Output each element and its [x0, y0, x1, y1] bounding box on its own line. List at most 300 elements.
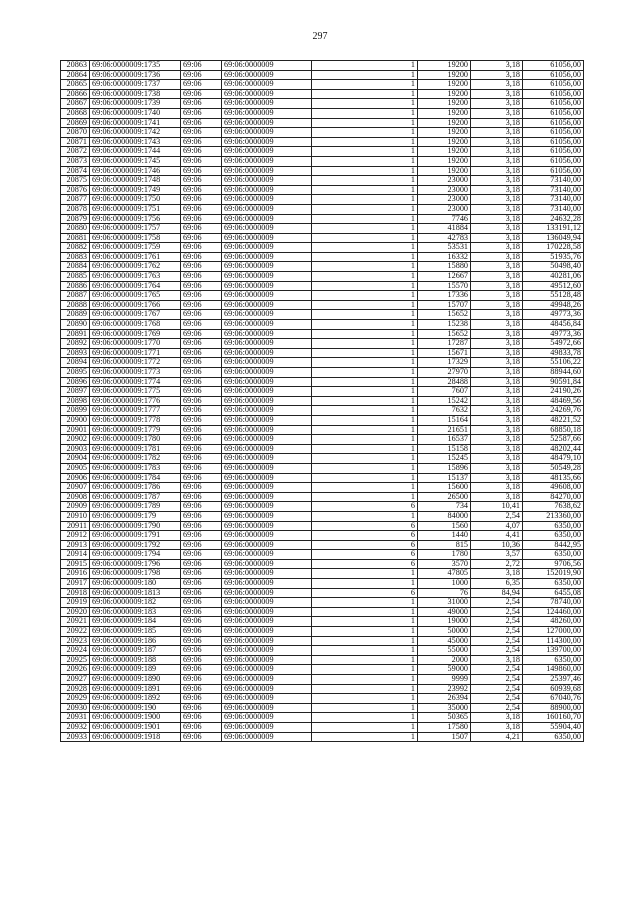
- table-row: [61, 176, 584, 186]
- rate-cell: 4,21: [471, 732, 523, 742]
- cadastral-district-cell: 69:06: [181, 214, 222, 224]
- cadastral-district-cell: 69:06: [181, 617, 222, 627]
- area-cell: 1780: [418, 550, 471, 560]
- cadastral-number-cell: 69:06:0000009:1892: [90, 694, 181, 704]
- rate-cell: 3,18: [471, 61, 523, 71]
- rate-cell: 4,07: [471, 521, 523, 531]
- cadastral-value-cell: 213360,00: [523, 511, 584, 521]
- cadastral-district-cell: 69:06: [181, 646, 222, 656]
- area-cell: 47805: [418, 569, 471, 579]
- cadastral-value-cell: 170228,58: [523, 243, 584, 253]
- row-number-cell: 20880: [61, 224, 90, 234]
- rate-cell: 3,18: [471, 224, 523, 234]
- cadastral-quarter-cell: 69:06:0000009: [222, 70, 312, 80]
- cadastral-quarter-cell: 69:06:0000009: [222, 588, 312, 598]
- cadastral-quarter-cell: 69:06:0000009: [222, 156, 312, 166]
- cadastral-district-cell: 69:06: [181, 368, 222, 378]
- cadastral-value-cell: 60939,68: [523, 684, 584, 694]
- cadastral-quarter-cell: 69:06:0000009: [222, 694, 312, 704]
- cadastral-value-cell: 73140,00: [523, 176, 584, 186]
- type-code-cell: 1: [312, 435, 418, 445]
- row-number-cell: 20912: [61, 531, 90, 541]
- cadastral-district-cell: 69:06: [181, 483, 222, 493]
- area-cell: 1560: [418, 521, 471, 531]
- row-number-cell: 20905: [61, 463, 90, 473]
- cadastral-number-cell: 69:06:0000009:1918: [90, 732, 181, 742]
- row-number-cell: 20888: [61, 300, 90, 310]
- row-number-cell: 20886: [61, 281, 90, 291]
- area-cell: 17287: [418, 339, 471, 349]
- cadastral-value-cell: 48260,00: [523, 617, 584, 627]
- row-number-cell: 20901: [61, 425, 90, 435]
- cadastral-number-cell: 69:06:0000009:1768: [90, 320, 181, 330]
- type-code-cell: 1: [312, 281, 418, 291]
- cadastral-number-cell: 69:06:0000009:1745: [90, 156, 181, 166]
- area-cell: 31000: [418, 598, 471, 608]
- rate-cell: 2,54: [471, 607, 523, 617]
- cadastral-district-cell: 69:06: [181, 339, 222, 349]
- cadastral-quarter-cell: 69:06:0000009: [222, 272, 312, 282]
- cadastral-district-cell: 69:06: [181, 684, 222, 694]
- cadastral-district-cell: 69:06: [181, 473, 222, 483]
- row-number-cell: 20907: [61, 483, 90, 493]
- area-cell: 23000: [418, 195, 471, 205]
- cadastral-district-cell: 69:06: [181, 722, 222, 732]
- cadastral-number-cell: 69:06:0000009:1756: [90, 214, 181, 224]
- cadastral-district-cell: 69:06: [181, 559, 222, 569]
- table-row: [61, 607, 584, 617]
- row-number-cell: 20883: [61, 252, 90, 262]
- row-number-cell: 20879: [61, 214, 90, 224]
- cadastral-value-table: [60, 60, 584, 742]
- area-cell: 15238: [418, 320, 471, 330]
- area-cell: 28488: [418, 377, 471, 387]
- cadastral-value-cell: 49608,00: [523, 483, 584, 493]
- rate-cell: 3,18: [471, 339, 523, 349]
- table-row: [61, 473, 584, 483]
- cadastral-value-cell: 6350,00: [523, 550, 584, 560]
- table-row: [61, 579, 584, 589]
- table-row: [61, 646, 584, 656]
- row-number-cell: 20885: [61, 272, 90, 282]
- cadastral-district-cell: 69:06: [181, 166, 222, 176]
- cadastral-number-cell: 69:06:0000009:1767: [90, 310, 181, 320]
- rate-cell: 3,18: [471, 99, 523, 109]
- table-row: [61, 559, 584, 569]
- area-cell: 3570: [418, 559, 471, 569]
- cadastral-value-cell: 49833,78: [523, 348, 584, 358]
- cadastral-quarter-cell: 69:06:0000009: [222, 176, 312, 186]
- table-row: [61, 713, 584, 723]
- cadastral-number-cell: 69:06:0000009:1763: [90, 272, 181, 282]
- rate-cell: 2,54: [471, 694, 523, 704]
- cadastral-number-cell: 69:06:0000009:1775: [90, 387, 181, 397]
- cadastral-quarter-cell: 69:06:0000009: [222, 502, 312, 512]
- type-code-cell: 6: [312, 588, 418, 598]
- cadastral-quarter-cell: 69:06:0000009: [222, 415, 312, 425]
- row-number-cell: 20882: [61, 243, 90, 253]
- rate-cell: 3,18: [471, 387, 523, 397]
- row-number-cell: 20929: [61, 694, 90, 704]
- type-code-cell: 1: [312, 329, 418, 339]
- cadastral-value-cell: 49773,36: [523, 310, 584, 320]
- cadastral-district-cell: 69:06: [181, 80, 222, 90]
- area-cell: 23000: [418, 176, 471, 186]
- cadastral-number-cell: 69:06:0000009:1777: [90, 406, 181, 416]
- cadastral-quarter-cell: 69:06:0000009: [222, 195, 312, 205]
- cadastral-quarter-cell: 69:06:0000009: [222, 118, 312, 128]
- table-row: [61, 703, 584, 713]
- cadastral-number-cell: 69:06:0000009:187: [90, 646, 181, 656]
- area-cell: 19200: [418, 89, 471, 99]
- cadastral-value-cell: 50498,40: [523, 262, 584, 272]
- rate-cell: 3,18: [471, 204, 523, 214]
- rate-cell: 3,18: [471, 377, 523, 387]
- table-row: [61, 732, 584, 742]
- table-row: [61, 329, 584, 339]
- cadastral-number-cell: 69:06:0000009:1770: [90, 339, 181, 349]
- cadastral-quarter-cell: 69:06:0000009: [222, 579, 312, 589]
- table-row: [61, 224, 584, 234]
- table-row: [61, 214, 584, 224]
- row-number-cell: 20867: [61, 99, 90, 109]
- cadastral-district-cell: 69:06: [181, 694, 222, 704]
- rate-cell: 3,18: [471, 185, 523, 195]
- rate-cell: 3,18: [471, 252, 523, 262]
- area-cell: 17329: [418, 358, 471, 368]
- type-code-cell: 1: [312, 617, 418, 627]
- cadastral-quarter-cell: 69:06:0000009: [222, 358, 312, 368]
- cadastral-value-cell: 139700,00: [523, 646, 584, 656]
- row-number-cell: 20904: [61, 454, 90, 464]
- row-number-cell: 20917: [61, 579, 90, 589]
- rate-cell: 3,18: [471, 329, 523, 339]
- area-cell: 12667: [418, 272, 471, 282]
- table-row: [61, 300, 584, 310]
- rate-cell: 6,35: [471, 579, 523, 589]
- row-number-cell: 20926: [61, 665, 90, 675]
- type-code-cell: 1: [312, 339, 418, 349]
- table-row: [61, 617, 584, 627]
- type-code-cell: 1: [312, 204, 418, 214]
- cadastral-quarter-cell: 69:06:0000009: [222, 128, 312, 138]
- cadastral-number-cell: 69:06:0000009:1759: [90, 243, 181, 253]
- cadastral-value-cell: 127000,00: [523, 627, 584, 637]
- cadastral-number-cell: 69:06:0000009:1774: [90, 377, 181, 387]
- area-cell: 19200: [418, 137, 471, 147]
- table-row: [61, 243, 584, 253]
- table-row: [61, 61, 584, 71]
- area-cell: 15896: [418, 463, 471, 473]
- cadastral-district-cell: 69:06: [181, 281, 222, 291]
- cadastral-number-cell: 69:06:0000009:1780: [90, 435, 181, 445]
- cadastral-district-cell: 69:06: [181, 137, 222, 147]
- area-cell: 17336: [418, 291, 471, 301]
- cadastral-value-cell: 52587,66: [523, 435, 584, 445]
- cadastral-number-cell: 69:06:0000009:1813: [90, 588, 181, 598]
- type-code-cell: 6: [312, 502, 418, 512]
- area-cell: 21651: [418, 425, 471, 435]
- cadastral-number-cell: 69:06:0000009:1772: [90, 358, 181, 368]
- cadastral-quarter-cell: 69:06:0000009: [222, 108, 312, 118]
- row-number-cell: 20875: [61, 176, 90, 186]
- cadastral-quarter-cell: 69:06:0000009: [222, 320, 312, 330]
- rate-cell: 10,41: [471, 502, 523, 512]
- cadastral-quarter-cell: 69:06:0000009: [222, 511, 312, 521]
- cadastral-district-cell: 69:06: [181, 540, 222, 550]
- cadastral-quarter-cell: 69:06:0000009: [222, 99, 312, 109]
- cadastral-district-cell: 69:06: [181, 204, 222, 214]
- cadastral-number-cell: 69:06:0000009:1769: [90, 329, 181, 339]
- cadastral-number-cell: 69:06:0000009:1792: [90, 540, 181, 550]
- cadastral-number-cell: 69:06:0000009:1740: [90, 108, 181, 118]
- cadastral-value-cell: 50549,28: [523, 463, 584, 473]
- type-code-cell: 6: [312, 559, 418, 569]
- cadastral-value-cell: 78740,00: [523, 598, 584, 608]
- type-code-cell: 1: [312, 147, 418, 157]
- type-code-cell: 1: [312, 511, 418, 521]
- rate-cell: 3,18: [471, 166, 523, 176]
- row-number-cell: 20899: [61, 406, 90, 416]
- type-code-cell: 1: [312, 89, 418, 99]
- cadastral-number-cell: 69:06:0000009:1779: [90, 425, 181, 435]
- rate-cell: 3,18: [471, 262, 523, 272]
- cadastral-number-cell: 69:06:0000009:189: [90, 665, 181, 675]
- row-number-cell: 20866: [61, 89, 90, 99]
- type-code-cell: 1: [312, 569, 418, 579]
- table-row: [61, 262, 584, 272]
- rate-cell: 3,57: [471, 550, 523, 560]
- rate-cell: 4,41: [471, 531, 523, 541]
- cadastral-value-cell: 61056,00: [523, 147, 584, 157]
- table-row: [61, 291, 584, 301]
- cadastral-number-cell: 69:06:0000009:1765: [90, 291, 181, 301]
- cadastral-number-cell: 69:06:0000009:1736: [90, 70, 181, 80]
- cadastral-quarter-cell: 69:06:0000009: [222, 406, 312, 416]
- type-code-cell: 1: [312, 655, 418, 665]
- table-row: [61, 128, 584, 138]
- row-number-cell: 20876: [61, 185, 90, 195]
- table-row: [61, 463, 584, 473]
- rate-cell: 2,54: [471, 675, 523, 685]
- cadastral-value-cell: 90591,84: [523, 377, 584, 387]
- cadastral-value-cell: 7638,62: [523, 502, 584, 512]
- cadastral-value-cell: 61056,00: [523, 80, 584, 90]
- area-cell: 19200: [418, 118, 471, 128]
- cadastral-number-cell: 69:06:0000009:1771: [90, 348, 181, 358]
- area-cell: 7746: [418, 214, 471, 224]
- cadastral-district-cell: 69:06: [181, 176, 222, 186]
- cadastral-quarter-cell: 69:06:0000009: [222, 348, 312, 358]
- type-code-cell: 1: [312, 675, 418, 685]
- area-cell: 19200: [418, 80, 471, 90]
- cadastral-value-cell: 55128,48: [523, 291, 584, 301]
- cadastral-quarter-cell: 69:06:0000009: [222, 425, 312, 435]
- area-cell: 50365: [418, 713, 471, 723]
- table-row: [61, 675, 584, 685]
- table-row: [61, 492, 584, 502]
- cadastral-value-cell: 6350,00: [523, 732, 584, 742]
- type-code-cell: 1: [312, 694, 418, 704]
- area-cell: 23000: [418, 185, 471, 195]
- type-code-cell: 1: [312, 722, 418, 732]
- row-number-cell: 20925: [61, 655, 90, 665]
- rate-cell: 3,18: [471, 454, 523, 464]
- rate-cell: 3,18: [471, 463, 523, 473]
- cadastral-district-cell: 69:06: [181, 732, 222, 742]
- table-row: [61, 684, 584, 694]
- rate-cell: 3,18: [471, 281, 523, 291]
- cadastral-number-cell: 69:06:0000009:1735: [90, 61, 181, 71]
- cadastral-value-cell: 55904,40: [523, 722, 584, 732]
- row-number-cell: 20932: [61, 722, 90, 732]
- table-row: [61, 272, 584, 282]
- type-code-cell: 1: [312, 483, 418, 493]
- cadastral-district-cell: 69:06: [181, 588, 222, 598]
- rate-cell: 3,18: [471, 358, 523, 368]
- cadastral-value-cell: 136049,94: [523, 233, 584, 243]
- cadastral-quarter-cell: 69:06:0000009: [222, 243, 312, 253]
- table-row: [61, 358, 584, 368]
- rate-cell: 3,18: [471, 137, 523, 147]
- page-number: 297: [312, 31, 328, 42]
- rate-cell: 3,18: [471, 195, 523, 205]
- table-row: [61, 550, 584, 560]
- area-cell: 23992: [418, 684, 471, 694]
- cadastral-number-cell: 69:06:0000009:1790: [90, 521, 181, 531]
- type-code-cell: 1: [312, 176, 418, 186]
- cadastral-value-cell: 8442,95: [523, 540, 584, 550]
- row-number-cell: 20872: [61, 147, 90, 157]
- cadastral-district-cell: 69:06: [181, 454, 222, 464]
- row-number-cell: 20892: [61, 339, 90, 349]
- cadastral-quarter-cell: 69:06:0000009: [222, 454, 312, 464]
- table-row: [61, 569, 584, 579]
- cadastral-quarter-cell: 69:06:0000009: [222, 675, 312, 685]
- type-code-cell: 1: [312, 444, 418, 454]
- cadastral-district-cell: 69:06: [181, 262, 222, 272]
- cadastral-district-cell: 69:06: [181, 531, 222, 541]
- row-number-cell: 20900: [61, 415, 90, 425]
- row-number-cell: 20893: [61, 348, 90, 358]
- cadastral-number-cell: 69:06:0000009:1782: [90, 454, 181, 464]
- cadastral-quarter-cell: 69:06:0000009: [222, 665, 312, 675]
- cadastral-value-cell: 88900,00: [523, 703, 584, 713]
- table-row: [61, 166, 584, 176]
- cadastral-quarter-cell: 69:06:0000009: [222, 204, 312, 214]
- cadastral-number-cell: 69:06:0000009:1776: [90, 396, 181, 406]
- cadastral-value-cell: 25397,46: [523, 675, 584, 685]
- table-row: [61, 185, 584, 195]
- cadastral-value-cell: 84270,00: [523, 492, 584, 502]
- cadastral-number-cell: 69:06:0000009:1796: [90, 559, 181, 569]
- table-row: [61, 377, 584, 387]
- row-number-cell: 20933: [61, 732, 90, 742]
- area-cell: 17580: [418, 722, 471, 732]
- cadastral-district-cell: 69:06: [181, 521, 222, 531]
- area-cell: 41884: [418, 224, 471, 234]
- cadastral-quarter-cell: 69:06:0000009: [222, 281, 312, 291]
- area-cell: 84000: [418, 511, 471, 521]
- table-row: [61, 310, 584, 320]
- type-code-cell: 1: [312, 368, 418, 378]
- type-code-cell: 1: [312, 703, 418, 713]
- cadastral-quarter-cell: 69:06:0000009: [222, 483, 312, 493]
- rate-cell: 3,18: [471, 569, 523, 579]
- table-row: [61, 627, 584, 637]
- row-number-cell: 20927: [61, 675, 90, 685]
- cadastral-number-cell: 69:06:0000009:185: [90, 627, 181, 637]
- cadastral-quarter-cell: 69:06:0000009: [222, 233, 312, 243]
- type-code-cell: 1: [312, 137, 418, 147]
- row-number-cell: 20902: [61, 435, 90, 445]
- table-row: [61, 521, 584, 531]
- rate-cell: 3,18: [471, 300, 523, 310]
- cadastral-number-cell: 69:06:0000009:1764: [90, 281, 181, 291]
- cadastral-district-cell: 69:06: [181, 598, 222, 608]
- area-cell: 15707: [418, 300, 471, 310]
- cadastral-district-cell: 69:06: [181, 627, 222, 637]
- rate-cell: 3,18: [471, 70, 523, 80]
- area-cell: 19200: [418, 147, 471, 157]
- cadastral-district-cell: 69:06: [181, 118, 222, 128]
- table-row: [61, 252, 584, 262]
- cadastral-district-cell: 69:06: [181, 185, 222, 195]
- cadastral-quarter-cell: 69:06:0000009: [222, 550, 312, 560]
- rate-cell: 2,54: [471, 665, 523, 675]
- cadastral-quarter-cell: 69:06:0000009: [222, 339, 312, 349]
- area-cell: 45000: [418, 636, 471, 646]
- cadastral-quarter-cell: 69:06:0000009: [222, 646, 312, 656]
- row-number-cell: 20895: [61, 368, 90, 378]
- cadastral-district-cell: 69:06: [181, 291, 222, 301]
- table-row: [61, 435, 584, 445]
- cadastral-number-cell: 69:06:0000009:1794: [90, 550, 181, 560]
- row-number-cell: 20868: [61, 108, 90, 118]
- cadastral-quarter-cell: 69:06:0000009: [222, 627, 312, 637]
- cadastral-value-cell: 51935,76: [523, 252, 584, 262]
- table-row: [61, 722, 584, 732]
- table-row: [61, 588, 584, 598]
- table-row: [61, 99, 584, 109]
- rate-cell: 3,18: [471, 291, 523, 301]
- row-number-cell: 20924: [61, 646, 90, 656]
- area-cell: 734: [418, 502, 471, 512]
- type-code-cell: 1: [312, 224, 418, 234]
- cadastral-value-cell: 54972,66: [523, 339, 584, 349]
- cadastral-value-cell: 73140,00: [523, 185, 584, 195]
- type-code-cell: 1: [312, 118, 418, 128]
- type-code-cell: 1: [312, 636, 418, 646]
- cadastral-quarter-cell: 69:06:0000009: [222, 713, 312, 723]
- cadastral-quarter-cell: 69:06:0000009: [222, 137, 312, 147]
- type-code-cell: 1: [312, 598, 418, 608]
- type-code-cell: 1: [312, 233, 418, 243]
- area-cell: 55000: [418, 646, 471, 656]
- cadastral-value-cell: 48479,10: [523, 454, 584, 464]
- cadastral-number-cell: 69:06:0000009:1742: [90, 128, 181, 138]
- row-number-cell: 20877: [61, 195, 90, 205]
- area-cell: 15570: [418, 281, 471, 291]
- row-number-cell: 20903: [61, 444, 90, 454]
- cadastral-number-cell: 69:06:0000009:1758: [90, 233, 181, 243]
- row-number-cell: 20914: [61, 550, 90, 560]
- table-row: [61, 233, 584, 243]
- cadastral-quarter-cell: 69:06:0000009: [222, 252, 312, 262]
- cadastral-value-cell: 88944,60: [523, 368, 584, 378]
- rate-cell: 3,18: [471, 368, 523, 378]
- row-number-cell: 20931: [61, 713, 90, 723]
